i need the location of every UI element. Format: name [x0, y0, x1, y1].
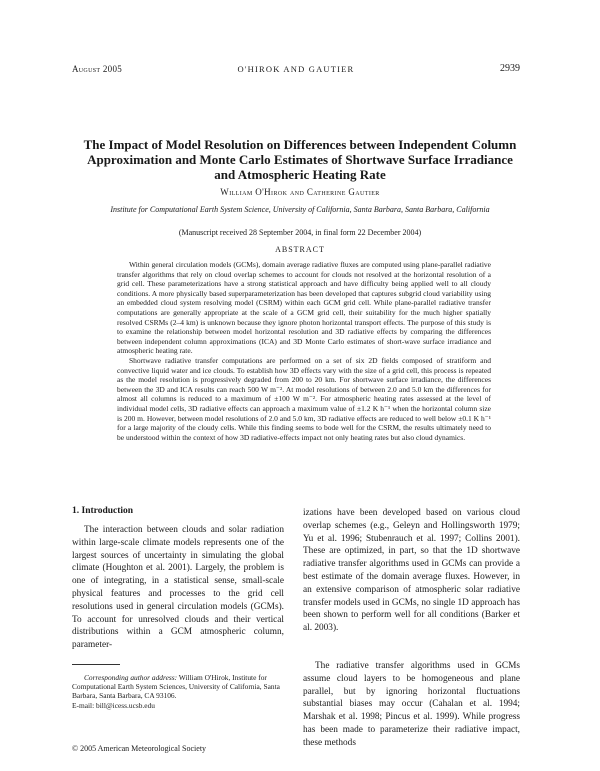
running-authors: O'HIROK AND GAUTIER	[237, 64, 355, 74]
footnote-divider	[72, 664, 120, 665]
intro-right-column: izations have been developed based on various cloud overlap schemes (e.g., Geleyn and Hollingsworth 1979; Yu et al. 1996; Stubenrauch et al. 1997; Collins 2001). These are optimized, in part, so that the 1D shortwave radiative transfer algorithms used in GCMs can provide a best estimate of the domain average fluxes. However, in an extensive comparison of atmospheric solar radiative transfer models used in GCMs, no single 1D approach has been shown to perform well for all conditions (Barker et al. 2003).	[303, 508, 520, 634]
abstract-body	[117, 260, 491, 442]
footnote-lead: Corresponding author address:	[84, 673, 178, 682]
intro-left-column: The interaction between clouds and solar radiation within large-scale climate models represents one of the largest sources of uncertainty in simulating the global climate (Houghton et al. 2001). Largely, the problem is one of integrating, in a statistical sense, small-scale physical features and processes to the grid cell resolutions used in general circulation models (GCMs). To account for unresolved clouds and their vertical distributions within a GCM atmospheric column, parameter-	[72, 525, 284, 651]
running-header	[72, 64, 520, 78]
abstract-paragraph-1: Within general circulation models (GCMs), domain average radiative fluxes are computed using plane-parallel radiative transfer algorithms that rely on cloud overlap schemes to account for clouds not resolved at the horizontal resolution of a grid cell. These parameterizations have a strong statistical approach and have difficulty being applied well to all cloudy conditions. A more physically based superparameterization has been developed that captures subgrid cloud variability using an embedded cloud system resolving model (CSRM) within each GCM grid cell. While plane-parallel radiative transfer computations are generally appropriate at the scale of a GCM grid cell, their suitability for the much higher spatially resolved CSRMs (2–4 km) is unknown because they ignore photon horizontal transport effects. The purpose of this study is to examine the relationship between model horizontal resolution and 3D radiative effects by comparing the differences between independent column approximations (ICA) and 3D Monte Carlo estimates of short-wave surface irradiance and atmospheric heating rate.	[117, 260, 491, 356]
footnote-email: E-mail: bill@icess.ucsb.edu	[72, 700, 155, 710]
issue-date: August 2005	[72, 64, 123, 74]
author-affiliation: Institute for Computational Earth System Science, University of California, Santa Barbara, Santa Barbara, California	[110, 205, 490, 214]
article-authors: William O'Hirok and Catherine Gautier	[220, 187, 380, 197]
manuscript-dates: (Manuscript received 28 September 2004, in final form 22 December 2004)	[178, 228, 422, 237]
abstract-heading: ABSTRACT	[275, 245, 325, 254]
article-title: The Impact of Model Resolution on Differences between Independent Column Approximation and Monte Carlo Estimates of Shortwave Surface Irradiance and Atmospheric Heating Rate	[83, 137, 517, 182]
page-number: 2939	[500, 63, 520, 74]
abstract-paragraph-2: Shortwave radiative transfer computations are performed on a set of six 2D fields composed of stratiform and convective liquid water and ice clouds. To establish how 3D effects vary with the size of a grid cell, this process is repeated as the model resolution is progressively degraded from 200 to 20 km. For shortwave surface irradiance, the differences between the 3D and ICA results can reach 500 W m⁻². At model resolutions of between 2.0 and 5.0 km the differences for almost all columns is reduced to a maximum of ±100 W m⁻². For atmospheric heating rates assessed at the level of individual model cells, 3D radiative effects can approach a maximum value of ±1.2 K h⁻¹ when the horizontal column size is 200 m. However, between model resolutions of 2.0 and 5.0 km, 3D radiative effects are reduced to well below ±0.1 K h⁻¹ for a large majority of the cloudy cells. While this finding seems to bode well for the CSRM, the results ultimately need to be understood within the context of how 3D radiative-effects impact not only heating rates but also cloud dynamics.	[117, 355, 491, 442]
intro-right-paragraph-2: The radiative transfer algorithms used in GCMs assume cloud layers to be homogeneous and plane parallel, but by ignoring horizontal fluctuations substantial biases may occur (Cahalan et al. 1994; Marshak et al. 1998; Pincus et al. 1999). While progress has been made to parameterize their radiative impact, these methods	[303, 661, 520, 748]
copyright-notice: © 2005 American Meteorological Society	[72, 744, 207, 753]
footnote-text: William O'Hirok, Institute for Computational Earth System Sciences, University of California, Santa Barbara, Santa Barbara, CA 93106.	[72, 673, 280, 701]
corresponding-author-footnote	[72, 673, 284, 710]
section-heading-introduction: 1. Introduction	[72, 506, 134, 516]
